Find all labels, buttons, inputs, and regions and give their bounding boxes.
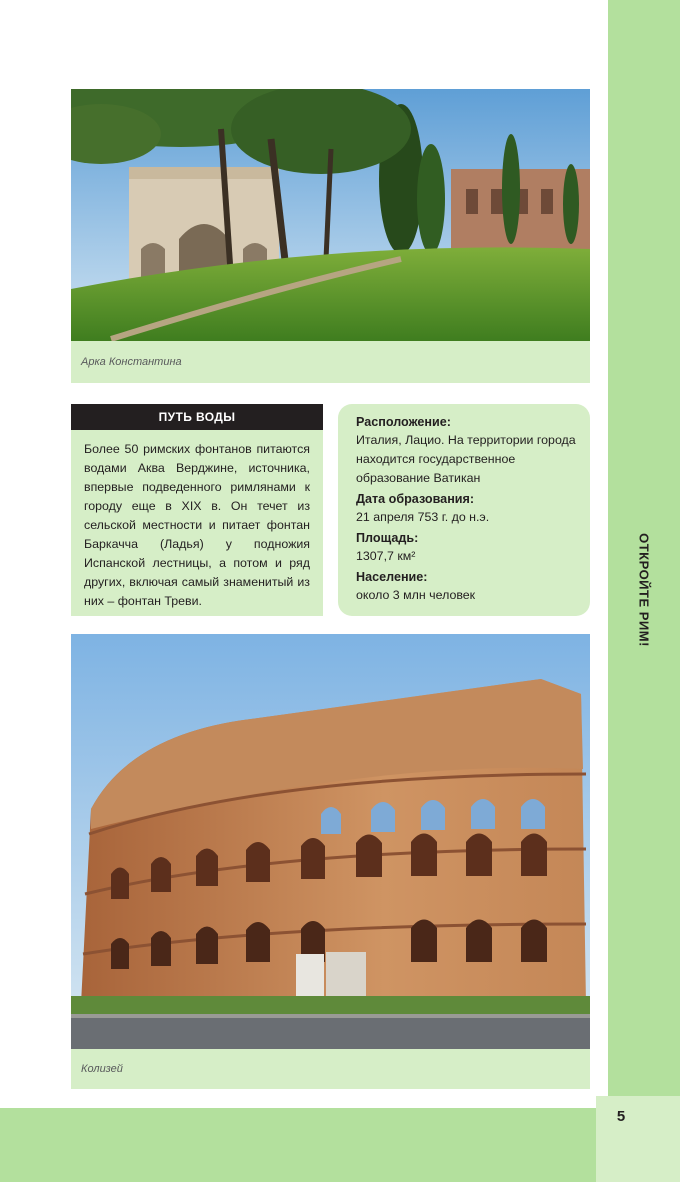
arch-of-constantine-photo — [71, 89, 590, 341]
photo-caption: Колизей — [71, 1049, 590, 1089]
water-path-box — [71, 404, 323, 616]
water-path-text: Более 50 римских фонтанов питаются водами Аква Верджине, источника, впервые подведенного римлянами к городу еще в XIX в. Он течет из сельской местности и питает фонтан Баркачча (Ладья) у подножия Испанской лестницы, а потом и ряд других, включая самый знаменитый из них – фонтан Треви. — [84, 442, 310, 608]
bottom-band — [0, 1108, 596, 1182]
page-number: 5 — [616, 1108, 626, 1125]
fact-population-value: около 3 млн человек — [356, 588, 476, 602]
fact-area-label: Площадь: — [356, 531, 419, 545]
colosseum-photo — [71, 634, 590, 1049]
fact-location-label: Расположение: — [356, 415, 451, 429]
fact-area-value: 1307,7 км² — [356, 549, 416, 563]
section-title: ОТКРОЙТЕ РИМ! — [636, 533, 652, 647]
fact-founded-label: Дата образования: — [356, 492, 475, 506]
facts-box — [338, 404, 590, 616]
fact-location-value: Италия, Лацио. На территории города находится государственное образование Ватикан — [356, 433, 576, 485]
section-tab — [608, 0, 680, 1096]
photo-caption: Арка Константина — [71, 341, 590, 383]
fact-population-label: Население: — [356, 570, 428, 584]
fact-founded-value: 21 апреля 753 г. до н.э. — [356, 510, 490, 524]
water-path-title: ПУТЬ ВОДЫ — [71, 404, 323, 430]
